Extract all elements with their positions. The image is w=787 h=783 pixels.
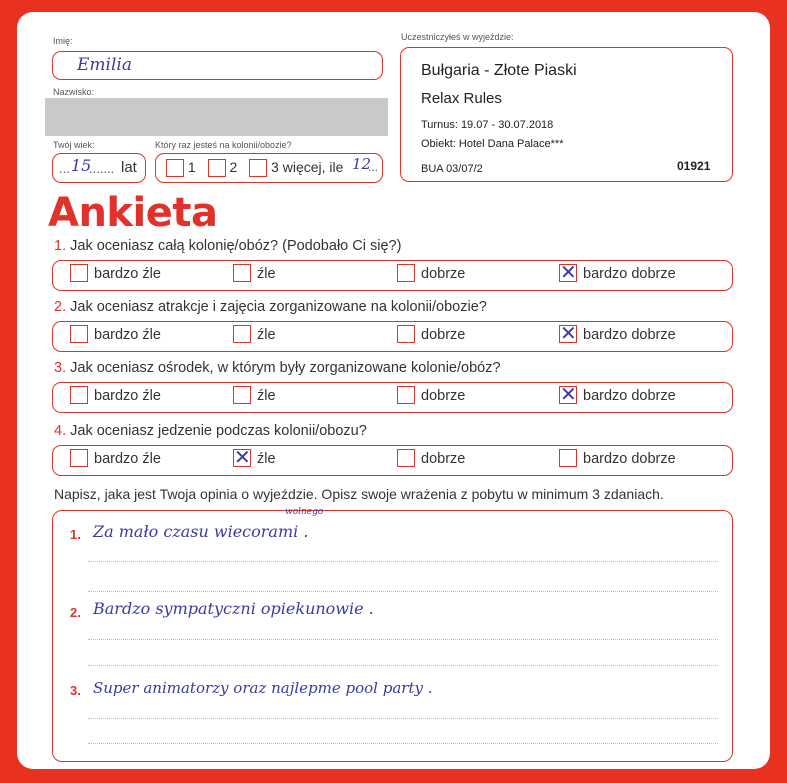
question-text: Jak oceniasz całą kolonię/obóz? (Podobało Ci się?) [70,238,402,254]
answer-option-label: źle [257,327,276,343]
question-number: 4. [54,423,67,439]
age-label: Twój wiek: [53,140,95,150]
times-checkbox-2[interactable] [208,159,226,177]
answer-checkbox[interactable] [559,320,577,345]
answer-option-label: dobrze [421,451,466,467]
opinion-prompt: Napisz, jaka jest Twoja opinia o wyjeździe. Opisz swoje wrażenia z pobytu w minimum 3 zdaniach. [54,486,664,502]
question-text: Jak oceniasz ośrodek, w którym były zorganizowane kolonie/obóz? [70,360,501,376]
trip-code: BUA 03/07/2 [421,163,483,175]
opinion-line-1-insert: wolnego [285,507,324,517]
times-checkbox-3[interactable] [249,159,267,177]
answer-option-label: źle [257,388,276,404]
answer-option-label: źle [257,266,276,282]
dotted-line [88,743,718,744]
answer-checkbox[interactable] [70,386,88,404]
dotted-line [88,665,718,666]
dotted-line [88,718,718,719]
answer-option-label: bardzo źle [94,266,161,282]
survey-title: Ankieta [48,190,218,236]
answer-checkbox[interactable] [233,325,251,343]
answer-checkbox[interactable] [397,386,415,404]
question-text: Jak oceniasz atrakcje i zajęcia zorganizowane na kolonii/obozie? [70,299,487,315]
trip-box [400,47,733,182]
trip-destination: Bułgaria - Złote Piaski [421,62,577,79]
answer-option-label: bardzo dobrze [583,451,676,467]
question-number: 3. [54,360,67,376]
answer-option[interactable] [70,266,161,282]
age-dots-prefix: ... [59,161,70,176]
question-3 [54,360,501,376]
answer-option[interactable] [559,381,676,406]
answer-option[interactable] [559,259,676,284]
answer-option-label: bardzo źle [94,327,161,343]
answer-option[interactable] [559,451,676,467]
times-options [166,159,343,177]
answer-checkbox[interactable] [233,386,251,404]
answer-checkbox[interactable] [397,264,415,282]
age-unit: lat [121,159,137,176]
surname-redaction [45,98,388,136]
answer-option-label: dobrze [421,327,466,343]
answer-checkbox[interactable] [559,381,577,406]
answer-option[interactable] [559,320,676,345]
answer-option-label: dobrze [421,266,466,282]
opinion-line-1-text: Za mało czasu wiecorami . [93,522,309,541]
answer-option[interactable] [70,327,161,343]
answer-checkbox[interactable] [233,264,251,282]
times-option-1-label: 1 [187,159,196,175]
question-number: 2. [54,299,67,315]
answer-checkbox[interactable] [397,449,415,467]
answer-checkbox[interactable] [559,259,577,284]
dotted-line [88,561,718,562]
question-text: Jak oceniasz jedzenie podczas kolonii/obozu? [70,423,367,439]
answer-checkbox[interactable] [559,449,577,467]
trip-label: Uczestniczyłeś w wyjeździe: [401,32,514,42]
opinion-line-1-number: 1. [70,527,81,542]
answer-row-2 [52,321,733,352]
check-mark-icon: ✕ [234,444,251,469]
answer-option[interactable] [397,266,465,282]
answer-row-4 [52,445,733,476]
name-label: Imię: [53,36,73,46]
age-dots: ....... [89,161,115,176]
check-mark-icon: ✕ [560,381,577,406]
answer-row-3 [52,382,733,413]
surname-label: Nazwisko: [53,87,95,97]
answer-option-label: źle [257,451,276,467]
answer-checkbox[interactable] [70,325,88,343]
times-dots: ... [368,160,379,174]
times-value: 12 [352,155,372,173]
age-field[interactable] [52,153,146,183]
opinion-box[interactable] [52,507,733,762]
answer-row-1 [52,260,733,291]
answer-option[interactable] [397,451,465,467]
opinion-line-3-number: 3. [70,683,81,698]
opinion-line-2-text: Bardzo sympatyczni opiekunowie . [93,599,374,618]
age-value: 15 [71,156,92,175]
trip-turnus: Turnus: 19.07 - 30.07.2018 [421,119,554,131]
check-mark-icon: ✕ [560,259,577,284]
answer-checkbox[interactable] [70,264,88,282]
times-label: Który raz jesteś na kolonii/obozie? [155,140,292,150]
answer-option[interactable] [233,266,276,282]
dotted-line [88,591,718,592]
question-2 [54,299,487,315]
answer-option[interactable] [397,327,465,343]
times-field[interactable] [155,153,383,183]
trip-object: Obiekt: Hotel Dana Palace*** [421,138,564,150]
opinion-line-3-text: Super animatorzy oraz najlepme pool party . [93,679,433,697]
check-mark-icon: ✕ [560,320,577,345]
times-option-3-label: 3 więcej, ile [271,159,344,175]
answer-option-label: bardzo dobrze [583,266,676,282]
answer-option-label: dobrze [421,388,466,404]
times-checkbox-1[interactable] [166,159,184,177]
question-number: 1. [54,238,67,254]
answer-checkbox[interactable] [70,449,88,467]
answer-option[interactable] [233,327,276,343]
answer-option[interactable] [233,444,276,469]
question-4 [54,423,367,439]
answer-checkbox[interactable] [397,325,415,343]
times-option-2-label: 2 [229,159,238,175]
answer-option-label: bardzo źle [94,451,161,467]
answer-checkbox[interactable] [233,444,251,469]
name-value: Emilia [77,55,132,75]
answer-option[interactable] [233,388,276,404]
name-field[interactable] [52,51,383,80]
trip-number: 01921 [677,159,711,173]
answer-option-label: bardzo dobrze [583,327,676,343]
trip-program: Relax Rules [421,90,502,107]
answer-option-label: bardzo źle [94,388,161,404]
opinion-line-2-number: 2. [70,605,81,620]
answer-option[interactable] [397,388,465,404]
answer-option-label: bardzo dobrze [583,388,676,404]
answer-option[interactable] [70,451,161,467]
answer-option[interactable] [70,388,161,404]
question-1 [54,238,401,254]
dotted-line [88,639,718,640]
